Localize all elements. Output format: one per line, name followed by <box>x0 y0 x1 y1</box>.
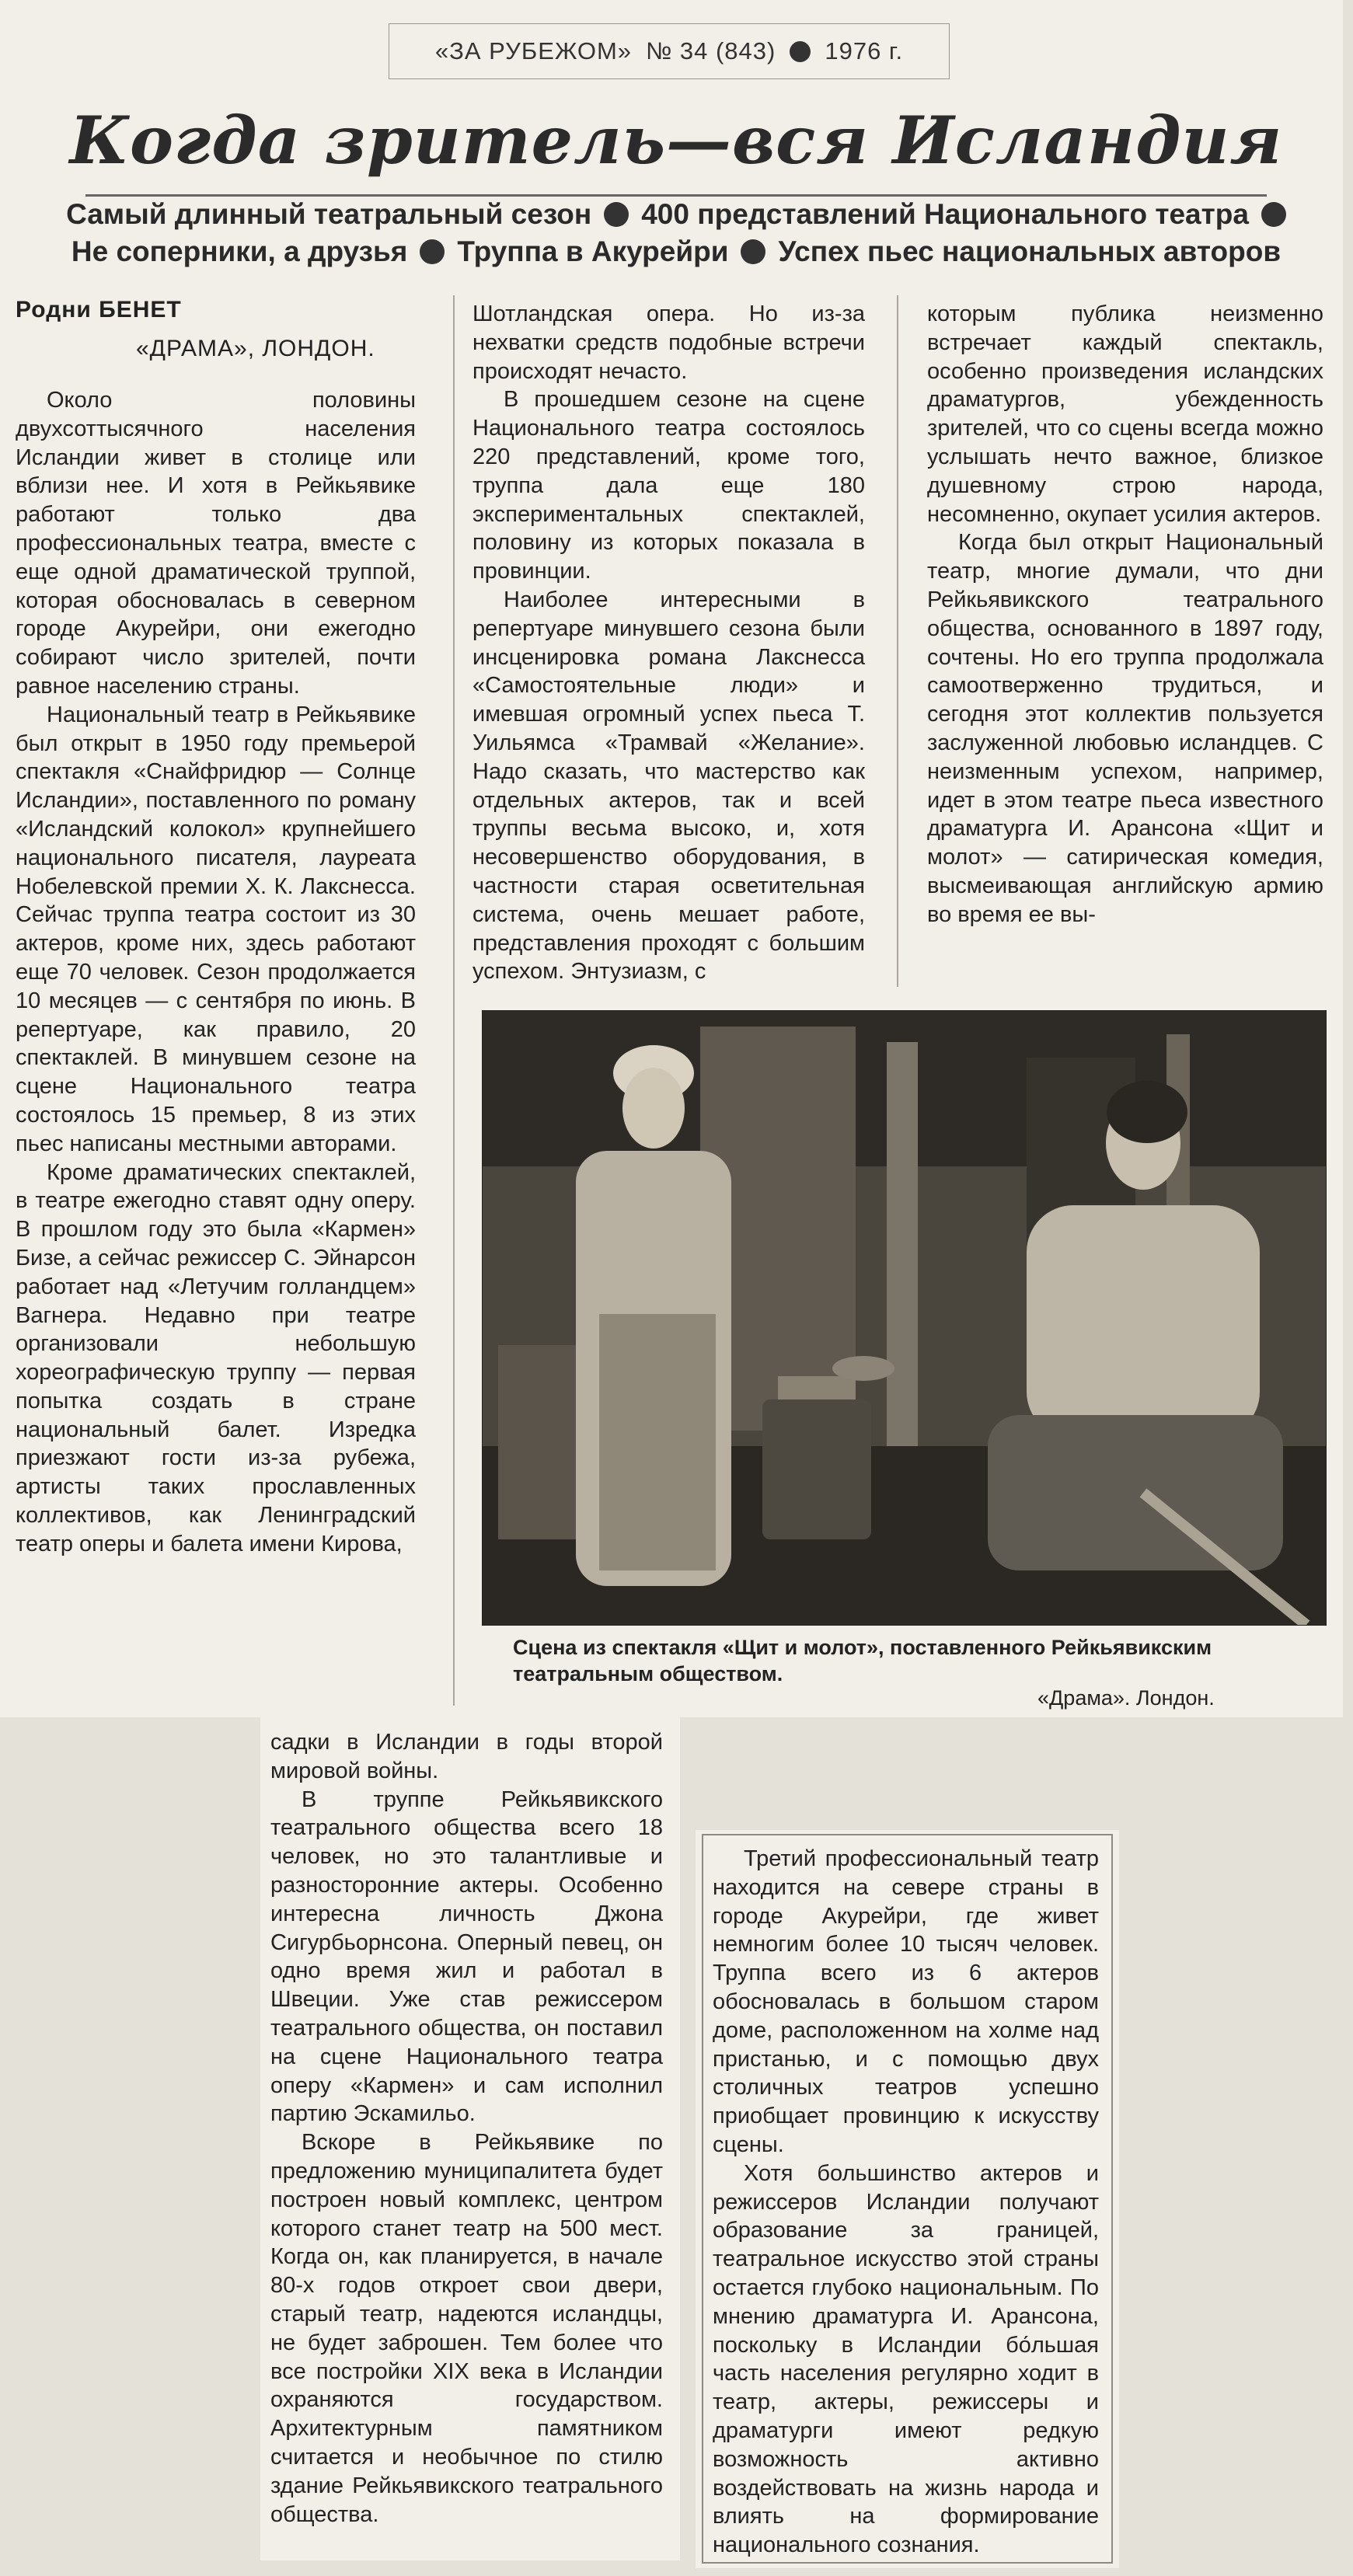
column-5 <box>713 1845 1099 2560</box>
paragraph: Хотя большинство актеров и режиссеров Исландии получают образование за границей, театральное искусство этой страны остается глубоко национальным. По мнению драматурга И. Арансона, поскольку в Исландии бо́льшая часть населения регулярно ходит в театр, актеры, режиссеры и драматурги имеют редкую возможность активно воздействовать на жизнь народа и влиять на формирование национального сознания. <box>713 2160 1099 2558</box>
paragraph: В прошедшем сезоне на сцене Национального театра состоялось 220 представлений, кроме того, труппа дала еще 180 экспериментальных спектаклей, половину из которых показала в провинции. <box>473 387 865 584</box>
author-byline: Родни БЕНЕТ <box>16 297 182 322</box>
paragraph: Когда был открыт Национальный театр, многие думали, что дни Рейкьявикского театрального общества, основанного в 1897 году, сочтены. Но его труппа продолжала самоотверженно трудиться, и сегодня этот коллектив пользуется заслуженной любовью исландцев. С неизменным успехом, например, идет в этом театре пьеса известного драматурга И. Арансона «Щит и молот» — сатирическая комедия, высмеивающая английскую армию во время ее вы- <box>927 530 1323 927</box>
headline: Когда зритель—вся Исландия <box>69 101 1283 179</box>
publication-name: «ЗА РУБЕЖОМ» <box>434 37 633 64</box>
photo-credit: «Драма». Лондон. <box>1037 1686 1215 1710</box>
paragraph: Около половины двухсоттысячного населения Исландии живет в столице или вблизи нее. И хотя в Рейкьявике работают только два профессиональных театра, вместе с еще одной драматической труппой, которая обосновалась в северном городе Акурейри, они ежегодно собирают число зрителей, почти равное населению страны. <box>16 388 416 699</box>
paragraph: Третий профессиональный театр находится на севере страны в городе Акурейри, где живет немногим более 10 тысяч человек. Труппа всего из 6 актеров обосновалась в большом старом доме, расположенном на холме над пристанью, и с помощью двух столичных театров успешно приобщает провинцию к искусству сцены. <box>713 1846 1099 2157</box>
column-4 <box>270 1728 663 2529</box>
column-separator <box>453 295 455 1706</box>
bullet-dot-icon <box>1261 202 1286 227</box>
paragraph: Шотландская опера. Но из-за нехватки средств подобные встречи происходят нечасто. <box>473 302 865 384</box>
bullet-dot-icon <box>790 41 811 62</box>
subheads <box>16 196 1337 270</box>
subhead-line-2 <box>16 233 1337 270</box>
column-1 <box>16 386 416 1559</box>
paragraph: которым публика неизменно встречает каждый спектакль, особенно произведения исландских драматургов, убежденность зрителей, что со сцены всегда можно услышать нечто важное, близкое душевному строю народа, несомненно, окупает усилия актеров. <box>927 302 1323 527</box>
subhead-5: Успех пьес национальных авторов <box>778 235 1282 267</box>
paragraph: Кроме драматических спектаклей, в театре ежегодно ставят одну оперу. В прошлом году это была «Кармен» Бизе, а сейчас режиссер С. Эйнарсон работает над «Летучим голландцем» Вагнера. Недавно при театре организовали небольшую хореографическую труппу — первая попытка создать в стране национальный балет. Изредка приезжают гости из-за рубежа, артисты таких прославленных коллективов, как Ленинградский театр оперы и балета имени Кирова, <box>16 1159 416 1556</box>
photo-caption: Сцена из спектакля «Щит и молот», поставленного Рейкьявикским театральным обществом. <box>513 1636 1212 1685</box>
subhead-2: 400 представлений Национального театра <box>641 198 1249 230</box>
subhead-4: Труппа в Акурейри <box>457 235 729 267</box>
paragraph: Национальный театр в Рейкьявике был открыт в 1950 году премьерой спектакля «Снайфридюр — Солнце Исландии», поставленного по роману «Исландский колокол» крупнейшего национального писателя, лауреата Нобелевской премии Х. К. Лакснесса. Сейчас труппа театра состоит из 30 актеров, кроме них, здесь работают еще 70 человек. Сезон продолжается 10 месяцев — с сентября по июнь. В репертуаре, как правило, 20 спектаклей. В минувшем сезоне на сцене Национального театра состоялось 15 премьер, 8 из этих пьес написаны местными авторами. <box>16 702 416 1156</box>
issue-number: № 34 (843) <box>646 37 776 64</box>
bullet-dot-icon <box>420 239 445 264</box>
column-3 <box>927 300 1323 929</box>
bullet-dot-icon <box>604 202 629 227</box>
column-separator <box>897 295 898 987</box>
subhead-line-1 <box>16 196 1337 233</box>
source-line: «ДРАМА», ЛОНДОН. <box>136 336 375 361</box>
paragraph: Наиболее интересными в репертуаре минувшего сезона были инсценировка романа Лакснесса «Самостоятельные люди» и имевшая огромный успех пьеса Т. Уильямса «Трамвай «Желание». Надо сказать, что мастерство как отдельных актеров, так и всей труппы весьма высоко, и, хотя несовершенство оборудования, в частности старая осветительная система, очень мешает работе, представления проходят с большим успехом. Энтузиазм, с <box>473 587 865 985</box>
subhead-3: Не соперники, а друзья <box>71 235 408 267</box>
masthead <box>389 23 950 79</box>
paragraph: Вскоре в Рейкьявике по предложению муниципалитета будет построен новый комплекс, центром которого станет театр на 500 мест. Когда он, как планируется, в начале 80-х годов откроет свои двери, старый театр, надеются исландцы, не будет заброшен. Тем более что все постройки XIX века в Исландии охраняются государством. Архитектурным памятником считается и необычное по стилю здание Рейкьявикского театрального общества. <box>270 2130 663 2527</box>
scene-photo <box>482 1010 1327 1626</box>
column-2 <box>473 300 865 986</box>
issue-year: 1976 г. <box>825 37 904 64</box>
paragraph: садки в Исландии в годы второй мировой войны. <box>270 1730 663 1783</box>
paragraph: В труппе Рейкьявикского театрального общества всего 18 человек, но это талантливые и разносторонние актеры. Особенно интересна личность Джона Сигурбьорнсона. Оперный певец, он одно время жил и работал в Швеции. Уже став режиссером театрального общества, он поставил на сцене Национального театра оперу «Кармен» и сам исполнил партию Эскамильо. <box>270 1786 663 2127</box>
bullet-dot-icon <box>741 239 765 264</box>
subhead-1: Самый длинный театральный сезон <box>66 198 592 230</box>
